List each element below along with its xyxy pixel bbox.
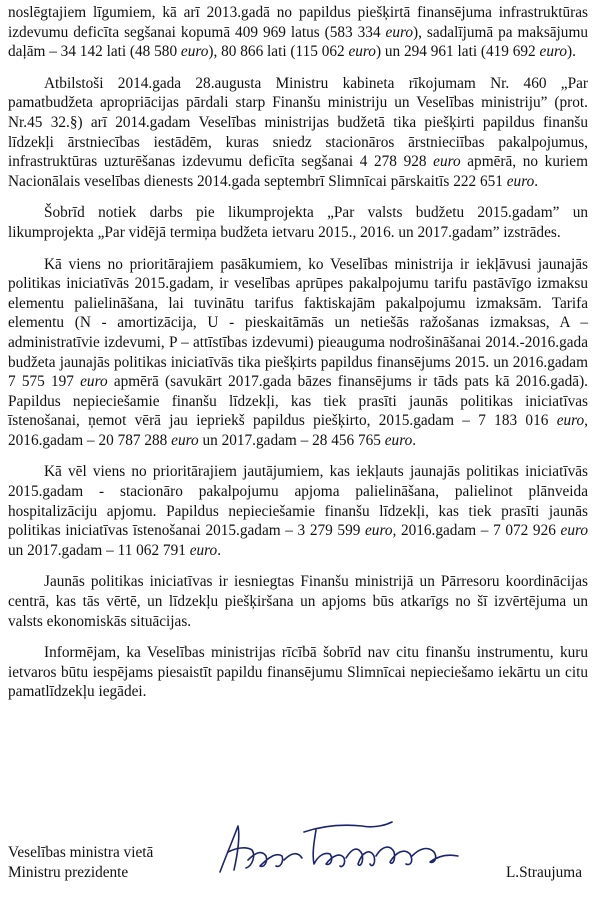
currency-unit-text: euro xyxy=(180,43,209,61)
paragraph-text-run: ), sadalījumā pa maksājumu daļām – 34 142 lati (48 580 xyxy=(8,23,589,61)
currency-unit-text: euro xyxy=(189,541,218,559)
currency-unit-text: euro xyxy=(80,373,108,391)
signatory-name: L.Straujuma xyxy=(505,864,582,881)
paragraph-text-run: , 2016.gadam – 20 787 288 xyxy=(8,412,588,449)
paragraph-text-run: Jaunās politikas iniciatīvas ir iesniegtas Finanšu ministrijā un Pārresoru koordinācijas centrā, kas tās vērtē, un līdzekļu piešķiršana un apjoms būs atkarīgs no šī izvērtējuma un valsts ekonomiskās situācijas. xyxy=(8,573,588,630)
paragraph-1 xyxy=(8,3,588,62)
currency-unit-text: euro xyxy=(556,412,585,430)
paragraph-text-run: Atbilstoši 2014.gada 28.augusta Ministru kabineta rīkojumam Nr. 460 „Par pamatbudžeta apropriācijas pārdali starp Finanšu ministriju un Veselības ministriju” (prot. Nr.45 32.§) arī 2014.gadam Veselības ministrijas budžetā tika piešķirti papildus finanšu līdzekļi ārstniecības iestādēm, kuras sniedz stacionāros ārstnieciības pakalpojumus, infrastruktūras uzturēšanas izdevumu deficīta segšanai 4 278 928 xyxy=(8,74,588,171)
paragraph-5 xyxy=(8,462,588,560)
paragraph-text-run: apmērā (savukārt 2017.gada bāzes finansējums ir tāds pats kā 2016.gadā). Papildus nepieciešamie finanšu līdzekļi, kas tiek prasīti jaunās politikas iniciatīvas īstenošanai, ņemot vērā jau iepriekš papildus piešķirto, 2015.gadam – 7 183 016 xyxy=(8,373,588,430)
paragraph-text-run: . xyxy=(217,541,222,559)
handwritten-signature xyxy=(212,812,477,878)
currency-unit-text: euro xyxy=(560,522,589,540)
currency-unit-text: euro xyxy=(433,153,461,171)
currency-unit-text: euro xyxy=(384,431,413,449)
paragraph-text-run: . xyxy=(412,431,417,449)
currency-unit-text: euro xyxy=(506,172,535,190)
paragraph-text-run: apmērā, no kuriem Nacionālais veselības dienests 2014.gada septembrī Slimnīcai pārskaitīs 222 651 xyxy=(8,153,588,190)
currency-unit-text: euro, xyxy=(365,522,397,540)
signatory-role-line-2: Ministru prezidente xyxy=(8,864,129,881)
paragraph-text-run: Kā viens no prioritārajiem pasākumiem, ko Veselības ministrija ir iekļāvusi jaunajās politikas iniciatīvās 2015.gadam, ir veselības aprūpes pakalpojumu tarifu pastāvīgo izmaksu elementu palielināšana, lai tuvinātu tarifus faktiskajām pakalpojumu izmaksām. Tarifa elementu (N - amortizācija, U - pieskaitāmās un netiešās ražošanas izmaksas, A – administratīvie izdevumi, P – attīstības izdevumi) pieauguma nodrošināšanai 2014.-2016.gada budžeta jaunajās politikas iniciatīvās tika piešķirts papildus finansējums 2015. un 2016.gadam 7 575 197 xyxy=(8,255,588,391)
paragraph-text-run: . xyxy=(534,172,539,190)
paragraph-text-run: noslēgtajiem līgumiem, kā arī 2013.gadā no papildus piešķirtā finansējuma infrastruktūras izdevumu deficīta segšanai kopumā 409 969 latus (583 334 xyxy=(8,4,588,41)
paragraph-text-run: ). xyxy=(567,43,576,61)
document-body xyxy=(8,3,588,714)
paragraph-text-run: un 2017.gadam – 28 456 765 xyxy=(198,431,385,449)
paragraph-text-run: ), 80 866 lati (115 062 xyxy=(208,43,349,61)
paragraph-text-run: Kā vēl viens no prioritārajiem jautājumiem, kas iekļauts jaunajās politikas iniciatīvās 2015.gadam - stacionāro pakalpojumu apjoma palielināšana, palielinot plānveida hospitalizāciju apjomu. Papildus nepieciešamie finanšu līdzekļi, kas tiek prasīti jaunās politikas iniciatīvas īstenošanai 2015.gadam – 3 279 599 xyxy=(8,463,588,540)
paragraph-text-run: 2016.gadam – 7 072 926 xyxy=(396,522,561,540)
paragraph-3 xyxy=(8,203,588,242)
signatory-role-line-1: Veselības ministra vietā xyxy=(8,844,154,861)
currency-unit-text: euro xyxy=(348,43,376,61)
paragraph-text-run: Šobrīd notiek darbs pie likumprojekta „Par valsts budžetu 2015.gadam” un likumprojekta „Par vidējā termiņa budžeta ietvaru 2015., 2016. un 2017.gadam” izstrādes. xyxy=(8,204,588,241)
currency-unit-text: euro xyxy=(171,431,199,449)
paragraph-2 xyxy=(8,74,588,192)
paragraph-4 xyxy=(8,255,588,451)
paragraph-7 xyxy=(8,643,588,702)
paragraph-text-run: un 2017.gadam – 11 062 791 xyxy=(8,541,190,559)
paragraph-text-run: Informējam, ka Veselības ministrijas rīcībā šobrīd nav citu finanšu instrumentu, kuru ietvaros būtu iespējams piesaistīt papildu finansējumu Slimnīcai nepieciešamo iekārtu un citu pamatlīdzekļu iegādei. xyxy=(8,644,588,701)
currency-unit-text: euro xyxy=(385,23,414,41)
paragraph-6 xyxy=(8,572,588,631)
paragraph-text-run: ) un 294 961 lati (419 692 xyxy=(375,43,540,61)
currency-unit-text: euro xyxy=(539,43,568,61)
